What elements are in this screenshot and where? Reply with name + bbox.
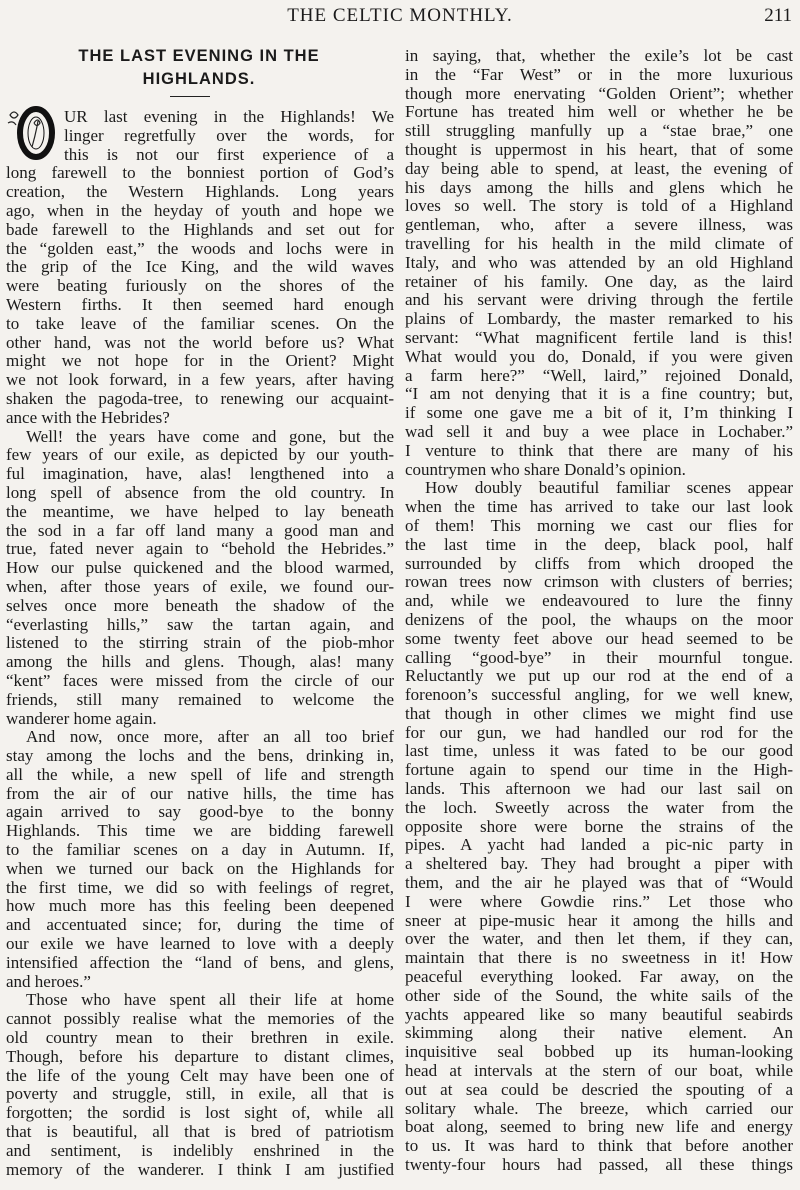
text-line: the life of the young Celt may have been one of <box>6 1065 394 1085</box>
text-line: I venture to think that there are many of his <box>405 440 793 460</box>
text-line: fortune again to spend our time in the High- <box>405 760 793 780</box>
text-line: Though, before his departure to distant climes, <box>6 1046 394 1066</box>
text-line: travelling for his health in the mild climate of <box>405 233 793 253</box>
text-line: his days among the hills and glens which he <box>405 177 793 197</box>
text-line: them, and the air he played was that of “Would <box>405 873 793 893</box>
text-line: old country mean to their brethren in exile. <box>6 1028 394 1048</box>
text-line: boat along, seemed to bring new life and energy <box>405 1117 793 1137</box>
running-header <box>0 3 800 27</box>
text-line: Western firths. It then seemed hard enough <box>6 294 394 314</box>
text-line: that though in other climes we might find use <box>405 703 793 723</box>
text-line: and sentiment, is indelibly enshrined in the <box>6 1140 394 1160</box>
text-line: forenoon’s successful angling, for we well knew, <box>405 685 793 705</box>
text-line: And now, once more, after an all too brief <box>26 727 394 747</box>
text-line: when the time has arrived to take our last look <box>405 497 793 517</box>
text-line: selves once more beneath the shadow of the <box>6 595 394 615</box>
text-line: few years of our exile, as depicted by our youth- <box>6 445 394 465</box>
text-line: ance with the Hebrides? <box>6 407 170 427</box>
text-line: and heroes.” <box>6 971 91 991</box>
text-line: and his servant were driving through the fertile <box>405 290 793 310</box>
text-line: to us. It was hard to think that before another <box>405 1136 793 1156</box>
text-line: last time, unless it was fated to be our good <box>405 741 793 761</box>
text-line: memory of the wanderer. I think I am justified <box>6 1159 394 1179</box>
journal-title: THE CELTIC MONTHLY. <box>287 5 513 26</box>
text-line: from the air of our native hills, the time has <box>6 783 394 803</box>
text-line: the meantime, we have helped to lay beneath <box>6 501 394 521</box>
title-divider <box>170 96 210 97</box>
text-line: intensified affection the “land of bens, and glens, <box>6 952 394 972</box>
text-line: in the “Far West” or in the more luxurious <box>405 64 793 84</box>
text-line: linger regretfully over the words, for <box>64 125 394 145</box>
text-line: Well! the years have come and gone, but the <box>26 426 394 446</box>
text-line: all the while, a new spell of life and strength <box>6 764 394 784</box>
text-line: peaceful everything looked. Far away, on the <box>405 967 793 987</box>
text-line: ful imagination, have, alas! lengthened into a <box>6 464 394 484</box>
text-line: still struggling manfully up a “stae brae,” one <box>405 121 793 141</box>
text-line: sneer at pipe-music hear it among the hills and <box>405 910 793 930</box>
text-line: maintain that there is no sweetness in it! How <box>405 948 793 968</box>
text-line: opposite shore were borne the strains of the <box>405 816 793 836</box>
text-line: and accentuated since; for, during the time of <box>6 915 394 935</box>
right-column <box>405 47 793 1175</box>
text-line: twenty-four hours had passed, all these things <box>405 1155 793 1175</box>
text-line: long farewell to the bonniest portion of God’s <box>6 163 394 183</box>
text-line: skimming along their native element. An <box>405 1023 793 1043</box>
text-line: to take leave of the familiar scenes. On the <box>6 313 394 333</box>
left-column <box>6 108 394 1179</box>
text-line: Highlands. This time we are bidding farewell <box>6 821 394 841</box>
article-title-line: HIGHLANDS. <box>142 70 256 88</box>
text-line: surrounded by cliffs from which drooped the <box>405 553 793 573</box>
text-line: other hand, was not the world before us? What <box>6 332 394 352</box>
text-line: of them! This morning we cast our flies for <box>405 515 793 535</box>
text-line: for our gun, we had handled our rod for the <box>405 722 793 742</box>
text-line: What would you do, Donald, if you were given <box>405 346 793 366</box>
text-line: bade farewell to the Highlands and set out for <box>6 219 394 239</box>
text-line: when, after those years of exile, we found our- <box>6 576 394 596</box>
text-line: a farm here?” “Well, laird,” rejoined Donald, <box>405 365 793 385</box>
page-number: 211 <box>764 5 792 26</box>
text-line: we not look forward, in a few years, after having <box>6 370 394 390</box>
text-line: “everlasting hills,” saw the tartan again, and <box>6 614 394 634</box>
text-line: rowan trees now crimson with clusters of berries; <box>405 572 793 592</box>
text-line: the sod in a far off land many a good man and <box>6 520 394 540</box>
text-line: UR last evening in the Highlands! We <box>64 107 394 126</box>
text-line: poverty and struggle, still, in exile, all that is <box>6 1084 394 1104</box>
text-line: How our pulse quickened and the blood warmed, <box>6 558 394 578</box>
text-line: How doubly beautiful familiar scenes appear <box>425 478 793 498</box>
text-line: some twenty feet above our head seemed to be <box>405 628 793 648</box>
text-line: true, fated never again to “behold the Hebrides.” <box>6 539 394 559</box>
text-line: thought is uppermost in his heart, that of some <box>405 139 793 159</box>
text-line: out at sea could be descried the spouting of a <box>405 1079 793 1099</box>
text-line: if some one gave me a bit of it, I’m thinking I <box>405 403 793 423</box>
text-line: Reluctantly we put up our rod at the end of a <box>405 666 793 686</box>
text-line: head at intervals at the stern of our boat, while <box>405 1061 793 1081</box>
text-line: Italy, and who was attended by an old Highland <box>405 252 793 272</box>
text-line: wanderer home again. <box>6 708 157 728</box>
text-line: the “golden east,” the woods and lochs were in <box>6 238 394 258</box>
text-line: Fortune has treated him well or whether he be <box>405 102 793 122</box>
text-line: plains of Lombardy, the master remarked to his <box>405 309 793 329</box>
text-line: servant: “What magnificent fertile land is this! <box>405 327 793 347</box>
text-line: I were where Gowdie rins.” Let those who <box>405 891 793 911</box>
text-line: the last time in the deep, black pool, half <box>405 534 793 554</box>
text-line: shaken the pagoda-tree, to renewing our acquaint- <box>6 388 394 408</box>
text-line: day being able to spend, at least, the evening of <box>405 158 793 178</box>
text-line: denizens of the pool, the whaups on the moor <box>405 609 793 629</box>
text-line: our exile we have learned to love with a deeply <box>6 934 394 954</box>
text-line: “I am not denying that it is a fine country; but, <box>405 384 793 404</box>
text-line: yachts appeared like so many beautiful seabirds <box>405 1004 793 1024</box>
text-line: listened to the stirring strain of the piob-mhor <box>6 633 394 653</box>
text-line: and, while we endeavoured to lure the finny <box>405 591 793 611</box>
text-line: the grip of the Ice King, and the wild waves <box>6 257 394 277</box>
article-title <box>5 45 393 91</box>
article-title-line: THE LAST EVENING IN THE <box>78 47 320 65</box>
text-line: cannot possibly realise what the memories of the <box>6 1009 394 1029</box>
text-line: this is not our first experience of a <box>64 144 394 164</box>
text-line: inquisitive seal bobbed up its human-looking <box>405 1042 793 1062</box>
text-line: retainer of his family. One day, as the laird <box>405 271 793 291</box>
text-line: that is beautiful, all that is bred of patriotism <box>6 1122 394 1142</box>
text-line: the first time, we did so with feelings of regret, <box>6 877 394 897</box>
text-line: gentleman, who, after a severe illness, was <box>405 215 793 235</box>
text-line: solitary whale. The breeze, which carried our <box>405 1098 793 1118</box>
text-line: among the hills and glens. Though, alas! many <box>6 652 394 672</box>
text-line: though more enervating “Golden Orient”; whether <box>405 83 793 103</box>
text-line: in saying, that, whether the exile’s lot be cast <box>405 46 793 65</box>
text-line: “kent” faces were missed from the circle of our <box>6 670 394 690</box>
text-line: forgotten; the sordid is lost sight of, while all <box>6 1103 394 1123</box>
text-line: a sheltered bay. They had brought a piper with <box>405 854 793 874</box>
text-line: how much more has this feeling been deepened <box>6 896 394 916</box>
text-line: calling “good-bye” in their mournful tongue. <box>405 647 793 667</box>
text-line: other side of the Sound, the white sails of the <box>405 985 793 1005</box>
text-line: ago, when in the heyday of youth and hope we <box>6 200 394 220</box>
text-line: the loch. Sweetly across the water from the <box>405 797 793 817</box>
text-line: were beating furiously on the shores of the <box>6 276 394 296</box>
text-line: lands. This afternoon we had our last sail on <box>405 779 793 799</box>
text-line: pipes. A yacht had landed a pic-nic party in <box>405 835 793 855</box>
text-line: long spell of absence from the old country. In <box>6 482 394 502</box>
text-line: again arrived to say good-bye to the bonny <box>6 802 394 822</box>
text-line: to the familiar scenes on a day in Autumn. If, <box>6 840 394 860</box>
text-line: stay among the lochs and the bens, drinking in, <box>6 746 394 766</box>
text-line: wad sell it and buy a wee place in Lochaber.” <box>405 421 793 441</box>
text-line: friends, still many remained to welcome the <box>6 689 394 709</box>
text-line: over the water, and then let them, if they can, <box>405 929 793 949</box>
text-line: when we turned our back on the Highlands for <box>6 858 394 878</box>
text-line: loves so well. The story is told of a Highland <box>405 196 793 216</box>
text-line: might we not hope for in the Orient? Might <box>6 351 394 371</box>
text-line: creation, the Western Highlands. Long years <box>6 182 394 202</box>
text-line: Those who have spent all their life at home <box>26 990 394 1010</box>
text-line: countrymen who share Donald’s opinion. <box>405 459 686 479</box>
